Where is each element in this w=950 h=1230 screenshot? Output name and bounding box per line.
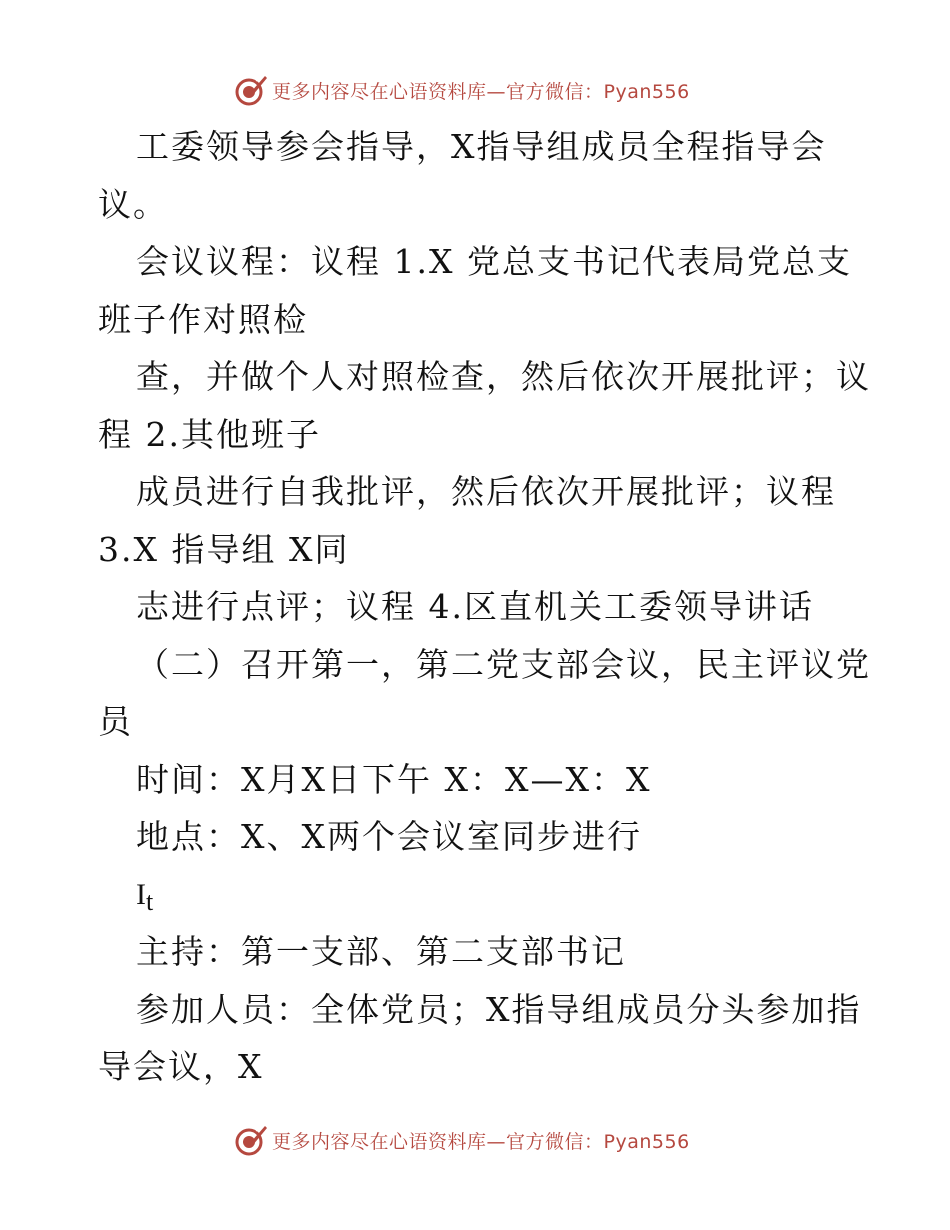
text-line: 班子作对照检 [98,299,308,339]
footer-banner [0,1120,950,1160]
section-heading: （二）召开第一，第二党支部会议，民主评议党 [136,644,871,684]
meeting-location: 地点：X、X两个会议室同步进行 [136,817,642,856]
text-line: 查，并做个人对照检查，然后依次开展批评；议 [136,357,871,396]
banner-content [234,72,690,108]
stray-mark-main: I [136,877,146,911]
text-line: 会议议程：议程 1.X 党总支书记代表局党总支 [136,242,852,281]
header-banner [0,70,950,110]
text-line: 3.X 指导组 X同 [98,529,350,569]
quill-pen-circle-icon [234,1123,268,1157]
document-body [98,118,888,1096]
text-line: 志进行点评；议程 4.区直机关工委领导讲话 [136,587,814,626]
text-line: 议。 [98,184,168,224]
banner-text: 更多内容尽在心语资料库—官方微信：Pyan556 [272,1130,690,1153]
meeting-host: 主持：第一支部、第二支部书记 [136,932,626,971]
text-line: 程 2.其他班子 [98,414,321,454]
meeting-time: 时间：X月X日下午 X：X—X：X [136,759,652,799]
quill-pen-circle-icon [234,73,268,107]
banner-text: 更多内容尽在心语资料库—官方微信：Pyan556 [272,80,690,103]
text-line: 成员进行自我批评，然后依次开展批评；议程 [136,472,836,511]
stray-mark [98,866,888,924]
text-line: 工委领导参会指导，X指导组成员全程指导会 [136,127,827,166]
banner-content [234,1122,690,1158]
stray-mark-sub: t [146,886,154,916]
text-line: 员 [98,702,133,741]
meeting-attendees: 参加人员：全体党员；X指导组成员分头参加指 [136,989,862,1029]
text-line: 导会议，X [98,1047,264,1086]
